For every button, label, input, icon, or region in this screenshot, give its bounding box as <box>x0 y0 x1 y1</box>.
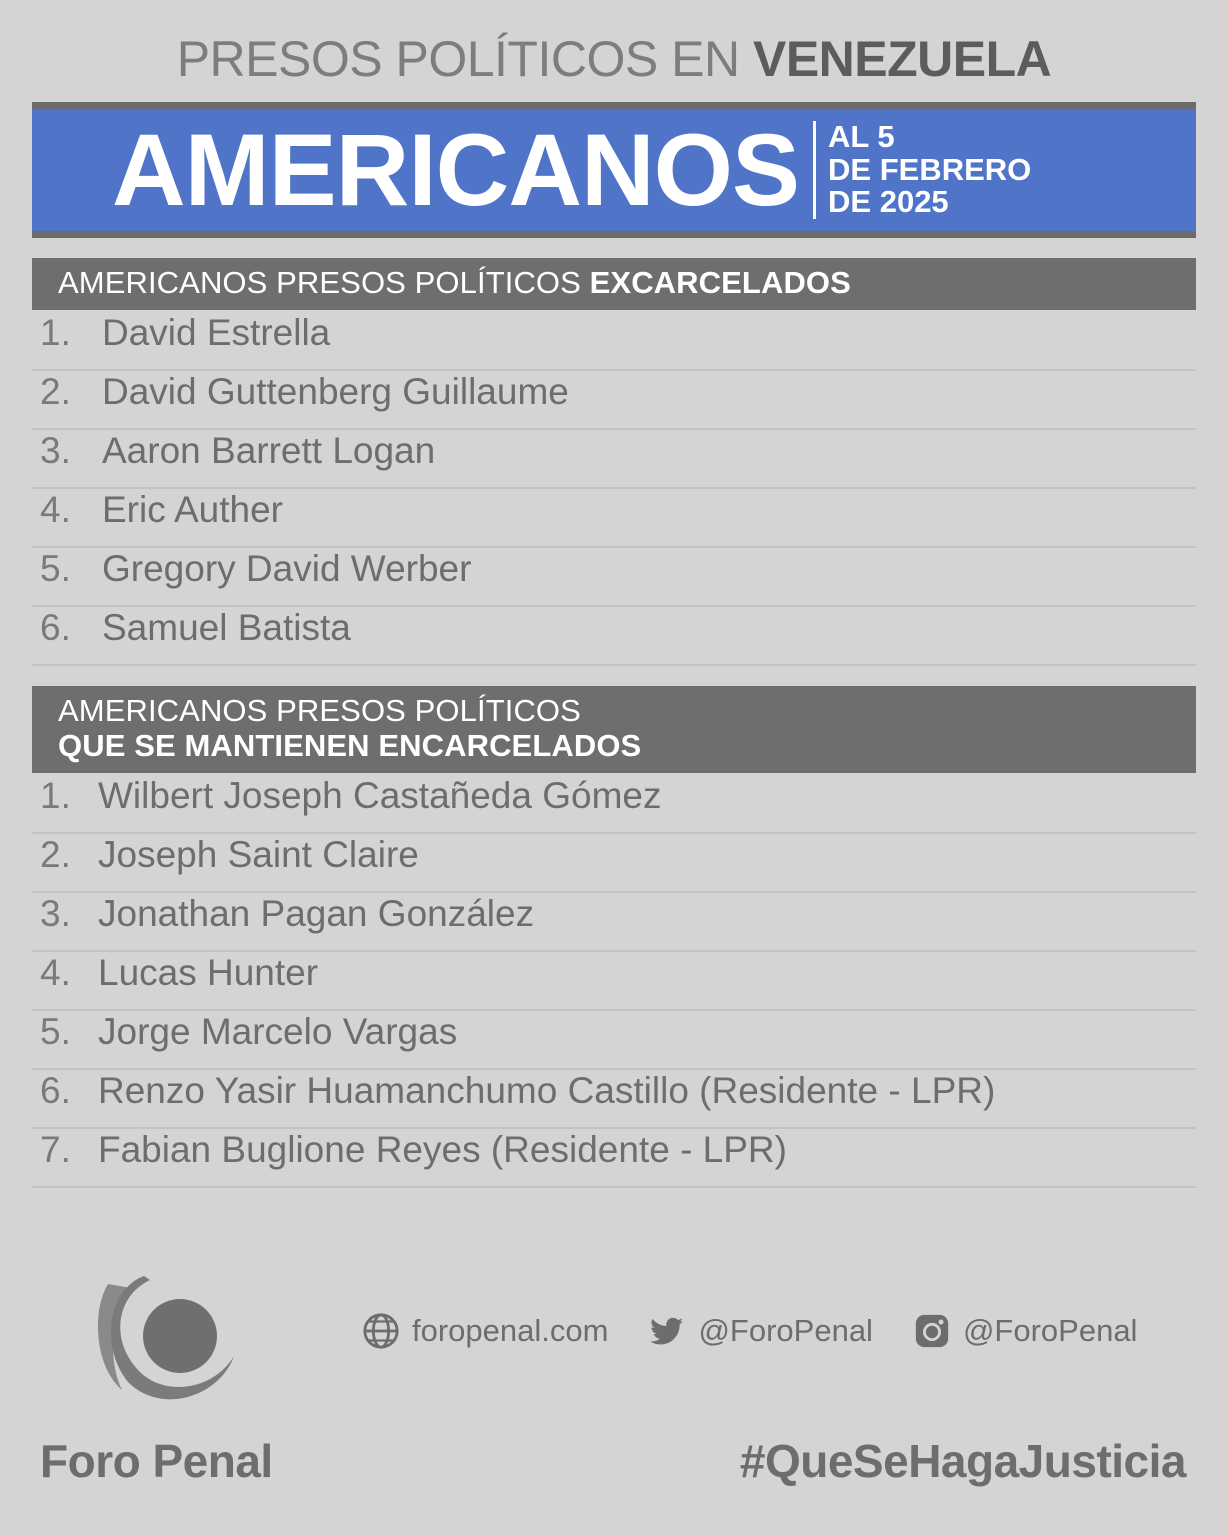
list-item-name: Joseph Saint Claire <box>98 833 419 875</box>
list-item-number: 7. <box>40 1128 71 1170</box>
list-item <box>32 1129 1196 1188</box>
banner-date-line-3: DE 2025 <box>828 184 949 220</box>
list-item <box>32 1070 1196 1129</box>
page-title-bold: VENEZUELA <box>752 31 1052 87</box>
twitter-link[interactable] <box>648 1312 873 1350</box>
brand-name: Foro Penal <box>40 1435 273 1487</box>
instagram-link[interactable] <box>913 1312 1138 1350</box>
section-header-released <box>32 258 1196 310</box>
list-item-name: Jorge Marcelo Vargas <box>98 1010 458 1052</box>
section-header-imprisoned-line-2: QUE SE MANTIENEN ENCARCELADOS <box>58 728 642 764</box>
footer <box>32 1258 1196 1518</box>
list-item-number: 2. <box>40 370 71 412</box>
list-item <box>32 548 1196 607</box>
list-item <box>32 834 1196 893</box>
list-item <box>32 489 1196 548</box>
globe-icon <box>362 1312 400 1350</box>
imprisoned-list <box>32 775 1196 1188</box>
banner <box>32 102 1196 238</box>
banner-headline: AMERICANOS <box>112 113 800 227</box>
banner-date-line-2: DE FEBRERO <box>828 151 1032 187</box>
page-title-light: PRESOS POLÍTICOS EN <box>176 31 753 87</box>
list-item-name: David Guttenberg Guillaume <box>102 370 569 412</box>
list-item-name: David Estrella <box>102 311 331 353</box>
list-item-number: 1. <box>40 774 71 816</box>
banner-date <box>816 118 1032 220</box>
website-label: foropenal.com <box>412 1313 609 1348</box>
list-item-number: 4. <box>40 951 71 993</box>
list-item-number: 3. <box>40 429 71 471</box>
foro-penal-logo-icon <box>88 1270 248 1410</box>
list-item-number: 4. <box>40 488 71 530</box>
section-header-imprisoned <box>32 686 1196 773</box>
list-item <box>32 775 1196 834</box>
section-header-released-regular: AMERICANOS PRESOS POLÍTICOS <box>58 265 590 300</box>
list-item-number: 5. <box>40 547 71 589</box>
list-item-name: Gregory David Werber <box>102 547 472 589</box>
list-item <box>32 1011 1196 1070</box>
hashtag: #QueSeHagaJusticia <box>739 1435 1186 1487</box>
list-item-name: Fabian Buglione Reyes (Residente - LPR) <box>98 1128 787 1170</box>
list-item-number: 2. <box>40 833 71 875</box>
list-item-name: Renzo Yasir Huamanchumo Castillo (Residente - LPR) <box>98 1069 996 1111</box>
list-item-name: Aaron Barrett Logan <box>102 429 436 471</box>
instagram-label: @ForoPenal <box>962 1313 1138 1348</box>
instagram-icon <box>913 1312 951 1350</box>
list-item-name: Samuel Batista <box>102 606 351 648</box>
social-links <box>362 1312 1159 1350</box>
section-header-imprisoned-line-1: AMERICANOS PRESOS POLÍTICOS <box>58 692 581 728</box>
list-item-name: Lucas Hunter <box>98 951 319 993</box>
list-item-name: Jonathan Pagan González <box>98 892 535 934</box>
list-item-name: Wilbert Joseph Castañeda Gómez <box>98 774 662 816</box>
page-title <box>32 0 1196 88</box>
list-item <box>32 607 1196 666</box>
list-item-number: 1. <box>40 311 71 353</box>
banner-date-line-1: AL 5 <box>828 118 895 154</box>
twitter-icon <box>648 1312 686 1350</box>
list-item-number: 5. <box>40 1010 71 1052</box>
released-list <box>32 312 1196 666</box>
list-item-name: Eric Auther <box>102 488 283 530</box>
section-header-released-bold: EXCARCELADOS <box>589 265 851 300</box>
list-item-number: 6. <box>40 606 71 648</box>
list-item <box>32 952 1196 1011</box>
website-link[interactable] <box>362 1312 608 1350</box>
list-item <box>32 893 1196 952</box>
twitter-label: @ForoPenal <box>698 1313 873 1348</box>
list-item <box>32 430 1196 489</box>
list-item <box>32 312 1196 371</box>
list-item-number: 3. <box>40 892 71 934</box>
list-item <box>32 371 1196 430</box>
list-item-number: 6. <box>40 1069 71 1111</box>
